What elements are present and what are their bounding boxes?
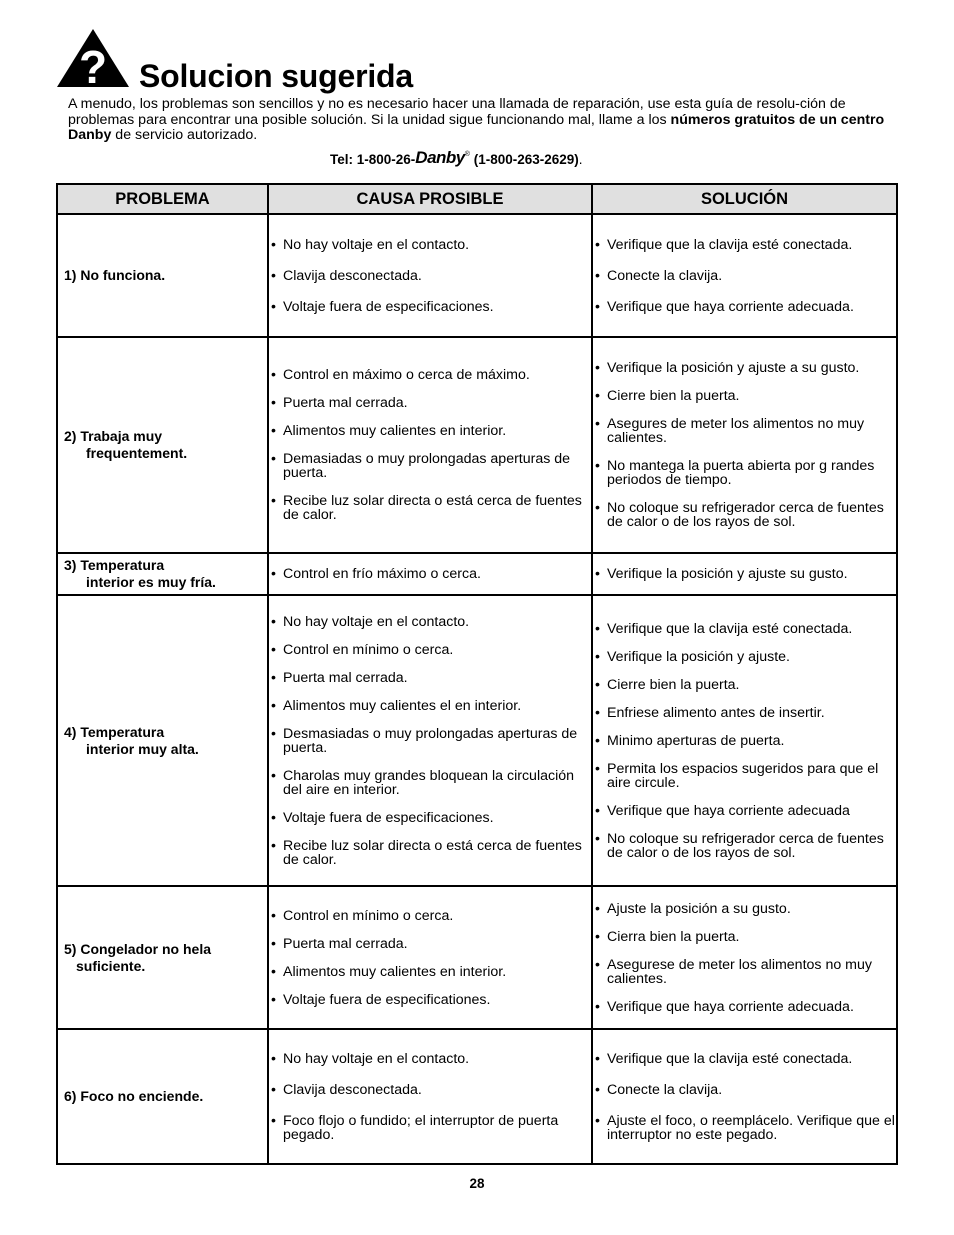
causes-cell <box>268 595 592 886</box>
table-row <box>57 886 897 1029</box>
danby-logo: Danby <box>415 148 465 167</box>
problem-label: 6) Foco no enciende. <box>64 1088 204 1104</box>
solution-item: • Permita los espacios sugeridos para que el aire circule. <box>595 762 896 790</box>
intro-paragraph <box>68 97 888 144</box>
header-problema: PROBLEMA <box>57 184 268 214</box>
solutions-cell <box>592 1029 897 1164</box>
page-number: 28 <box>469 1176 485 1191</box>
solution-item: • Verifique que haya corriente adecuada. <box>595 1000 896 1014</box>
tel-number: (1-800-263-2629) <box>473 152 579 167</box>
causes-cell <box>268 886 592 1029</box>
solution-item: • Verifique que la clavija esté conectada. <box>595 622 896 636</box>
cause-item: • No hay voltaje en el contacto. <box>271 1052 591 1066</box>
cause-item: • Control en frío máximo o cerca. <box>271 567 591 581</box>
solution-item: • Verifique que la clavija esté conectada. <box>595 238 896 252</box>
cause-item: • Puerta mal cerrada. <box>271 671 591 685</box>
header-causa: CAUSA PROSIBLE <box>268 184 592 214</box>
solution-item: • Minimo aperturas de puerta. <box>595 734 896 748</box>
question-mark-triangle-icon <box>56 28 130 88</box>
problem-cell <box>57 886 268 1029</box>
troubleshooting-table <box>56 183 898 1165</box>
cause-item: • Voltaje fuera de especificationes. <box>271 993 591 1007</box>
problem-cell <box>57 595 268 886</box>
problem-cell <box>57 553 268 595</box>
tel-prefix: Tel: 1-800-26- <box>330 152 416 167</box>
causes-cell <box>268 337 592 553</box>
solution-item: • Verifique que la clavija esté conectada. <box>595 1052 896 1066</box>
problem-label: 2) Trabaja muy <box>64 428 163 444</box>
causes-cell <box>268 214 592 337</box>
problem-label: 3) Temperatura <box>64 557 165 573</box>
solution-item: • Verifique que haya corriente adecuada. <box>595 300 896 314</box>
intro-bold-text: números gratuitos de un centro Danby <box>68 111 885 143</box>
table-header-row <box>57 184 897 214</box>
solution-item: • Ajuste la posición a su gusto. <box>595 902 896 916</box>
cause-item: • Puerta mal cerrada. <box>271 937 591 951</box>
problem-cell <box>57 1029 268 1164</box>
table-row <box>57 337 897 553</box>
problem-cell <box>57 337 268 553</box>
problem-label-cont: interior es muy fría. <box>86 574 216 590</box>
cause-item: • Desmasiadas o muy prolongadas aperturas de puerta. <box>271 727 591 755</box>
cause-item: • Demasiadas o muy prolongadas aperturas de puerta. <box>271 452 591 480</box>
solution-item: • Verifique la posición y ajuste su gusto. <box>595 567 896 581</box>
solutions-cell <box>592 553 897 595</box>
solution-item: • Ajuste el foco, o reemplácelo. Verifique que el interruptor no este pegado. <box>595 1114 896 1142</box>
cause-item: • Alimentos muy calientes en interior. <box>271 424 591 438</box>
problem-label-cont: suficiente. <box>76 957 146 974</box>
solution-item: • No coloque su refrigerador cerca de fuentes de calor o de los rayos de sol. <box>595 501 896 529</box>
solution-item: • Asegures de meter los alimentos no muy calientes. <box>595 417 896 445</box>
cause-item: • Charolas muy grandes bloquean la circulación del aire en interior. <box>271 769 591 797</box>
solution-item: • Verifique la posición y ajuste a su gusto. <box>595 361 896 375</box>
table-row <box>57 1029 897 1164</box>
cause-item: • No hay voltaje en el contacto. <box>271 615 591 629</box>
solutions-cell <box>592 337 897 553</box>
header-solucion: SOLUCIÓN <box>592 184 897 214</box>
solution-item: • No mantega la puerta abierta por g randes periodos de tiempo. <box>595 459 896 487</box>
cause-item: • Control en mínimo o cerca. <box>271 909 591 923</box>
intro-text: A menudo, los problemas son sencillos y no es necesario hacer una llamada de reparación, use esta guía de resolu-ción de problemas para encontrar una posible solución. Si la unidad sigue funcionando mal, llame a los <box>68 96 846 128</box>
cause-item: • Clavija desconectada. <box>271 1083 591 1097</box>
problem-cell <box>57 214 268 337</box>
solutions-cell <box>592 886 897 1029</box>
solution-item: • Cierra bien la puerta. <box>595 930 896 944</box>
intro-text-end: de servicio autorizado. <box>111 127 258 143</box>
table-row <box>57 595 897 886</box>
telephone-line <box>330 148 583 168</box>
cause-item: • Voltaje fuera de especificaciones. <box>271 811 591 825</box>
solution-item: • Enfriese alimento antes de insertir. <box>595 706 896 720</box>
solution-item: • Verifique que haya corriente adecuada <box>595 804 896 818</box>
solution-item: • Conecte la clavija. <box>595 1083 896 1097</box>
problem-label-cont: interior muy alta. <box>86 740 199 757</box>
causes-cell <box>268 553 592 595</box>
problem-label: 5) Congelador no hela <box>64 940 212 957</box>
solution-item: • Asegurese de meter los alimentos no muy calientes. <box>595 958 896 986</box>
cause-item: • Recibe luz solar directa o está cerca de fuentes de calor. <box>271 494 591 522</box>
solution-item: • Verifique la posición y ajuste. <box>595 650 896 664</box>
cause-item: • Alimentos muy calientes en interior. <box>271 965 591 979</box>
causes-cell <box>268 1029 592 1164</box>
cause-item: • Alimentos muy calientes el en interior. <box>271 699 591 713</box>
svg-text:?: ? <box>78 41 108 88</box>
cause-item: • Control en máximo o cerca de máximo. <box>271 368 591 382</box>
solution-item: • Conecte la clavija. <box>595 269 896 283</box>
problem-label-cont: frequentement. <box>86 445 188 461</box>
registered-mark: ® <box>464 151 470 158</box>
solution-item: • Cierre bien la puerta. <box>595 389 896 403</box>
problem-label: 1) No funciona. <box>64 267 166 283</box>
cause-item: • Clavija desconectada. <box>271 269 591 283</box>
tel-period: . <box>578 152 583 167</box>
solutions-cell <box>592 595 897 886</box>
table-row <box>57 214 897 337</box>
cause-item: • Puerta mal cerrada. <box>271 396 591 410</box>
cause-item: • Recibe luz solar directa o está cerca de fuentes de calor. <box>271 839 591 867</box>
cause-item: • No hay voltaje en el contacto. <box>271 238 591 252</box>
page-title: Solucion sugerida <box>139 58 413 94</box>
solution-item: • Cierre bien la puerta. <box>595 678 896 692</box>
cause-item: • Foco flojo o fundido; el interruptor de puerta pegado. <box>271 1114 591 1142</box>
solutions-cell <box>592 214 897 337</box>
cause-item: • Voltaje fuera de especificaciones. <box>271 300 591 314</box>
cause-item: • Control en mínimo o cerca. <box>271 643 591 657</box>
table-row <box>57 553 897 595</box>
problem-label: 4) Temperatura <box>64 723 165 740</box>
solution-item: • No coloque su refrigerador cerca de fuentes de calor o de los rayos de sol. <box>595 832 896 860</box>
